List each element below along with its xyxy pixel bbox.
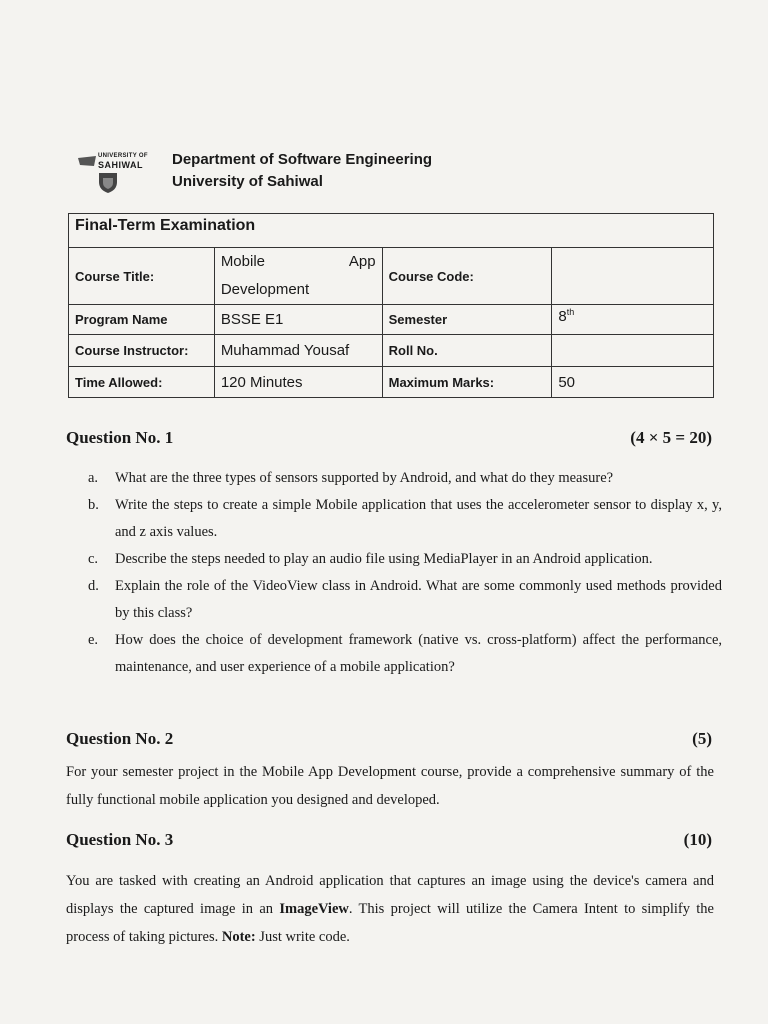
university-name: University of Sahiwal: [172, 173, 323, 190]
logo-name-text: SAHIWAL: [98, 160, 143, 170]
time-allowed-label: Time Allowed:: [69, 367, 215, 398]
max-marks-value: 50: [552, 367, 714, 398]
instructor-value: Muhammad Yousaf: [214, 335, 382, 367]
program-value: BSSE E1: [214, 305, 382, 335]
note-keyword: Note:: [221, 929, 256, 945]
question-1-parts: [88, 465, 722, 681]
question-2-title: Question No. 2: [66, 729, 174, 748]
instructor-label: Course Instructor:: [69, 335, 215, 367]
course-code-value: [552, 248, 714, 305]
list-item: d. Explain the role of the VideoView class in Android. What are some commonly used methods provided by this class?: [88, 578, 722, 621]
imageview-keyword: ImageView: [279, 901, 349, 917]
course-code-label: Course Code:: [382, 248, 552, 305]
question-3-marks: (10): [683, 830, 712, 849]
course-title-value: Mobile App Development: [214, 248, 382, 305]
table-row: [69, 214, 714, 248]
time-allowed-value: 120 Minutes: [214, 367, 382, 398]
roll-no-label: Roll No.: [382, 335, 552, 367]
question-1-marks: (4 × 5 = 20): [630, 428, 712, 447]
question-1-heading: [66, 428, 712, 448]
shield-icon: [98, 172, 118, 194]
table-row: [69, 367, 714, 398]
logo-small-text: UNIVERSITY OF: [98, 153, 148, 159]
question-2-heading: [66, 729, 712, 749]
exam-info-table: [68, 213, 714, 398]
university-logo: [78, 152, 150, 196]
list-item: c. Describe the steps needed to play an audio file using MediaPlayer in an Android application.: [88, 551, 653, 567]
list-item: b. Write the steps to create a simple Mobile application that uses the accelerometer sensor to display x, y, and z axis values.: [88, 497, 722, 540]
question-3-text: You are tasked with creating an Android application that captures an image using the device's camera and displays the captured image in an ImageView. This project will utilize the Camera Intent to simplify the process of taking pictures. Note: Just write code.: [66, 873, 714, 945]
table-row: [69, 248, 714, 305]
list-item: e. How does the choice of development framework (native vs. cross-platform) affect the performance, maintenance, and user experience of a mobile application?: [88, 632, 722, 675]
exam-title: Final-Term Examination: [69, 214, 714, 248]
course-title-label: Course Title:: [69, 248, 215, 305]
roll-no-value: [552, 335, 714, 367]
max-marks-label: Maximum Marks:: [382, 367, 552, 398]
semester-value: 8th: [552, 305, 714, 335]
ribbon-icon: [78, 156, 96, 166]
program-label: Program Name: [69, 305, 215, 335]
table-row: [69, 305, 714, 335]
question-1-title: Question No. 1: [66, 428, 174, 447]
question-2-marks: (5): [692, 729, 712, 748]
question-2-text: For your semester project in the Mobile App Development course, provide a comprehensive summary of the fully functional mobile application you designed and developed.: [66, 764, 714, 808]
table-row: [69, 335, 714, 367]
question-3-title: Question No. 3: [66, 830, 174, 849]
department-name: Department of Software Engineering: [172, 151, 433, 168]
list-item: a. What are the three types of sensors supported by Android, and what do they measure?: [88, 470, 614, 486]
semester-label: Semester: [382, 305, 552, 335]
question-3-heading: [66, 830, 712, 850]
